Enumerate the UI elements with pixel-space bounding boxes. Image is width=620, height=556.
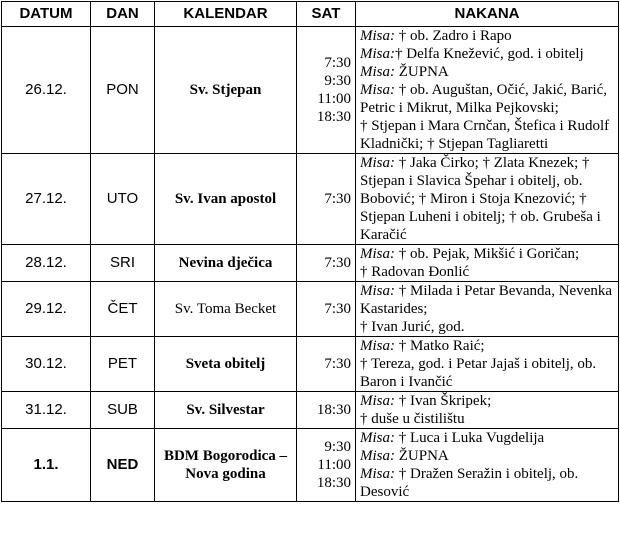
intention-cell <box>356 429 619 502</box>
day-cell: PON <box>91 27 155 154</box>
mass-label: Misa: <box>360 64 395 80</box>
date-cell: 27.12. <box>2 154 91 245</box>
mass-label: Misa: <box>360 46 395 62</box>
date-cell: 26.12. <box>2 27 91 154</box>
intention-cell <box>356 154 619 245</box>
day-cell: UTO <box>91 154 155 245</box>
calendar-cell: Sv. Ivan apostol <box>155 154 297 245</box>
time-value: 9:30 <box>324 439 351 455</box>
header-time: SAT <box>297 2 356 27</box>
intention-line: Misa: † Dražen Seražin i obitelj, ob. Desović <box>360 466 579 500</box>
calendar-cell: Nevina dječica <box>155 245 297 282</box>
intention-line: Misa:† Delfa Knežević, god. i obitelj <box>360 46 584 62</box>
header-calendar: KALENDAR <box>155 2 297 27</box>
time-cell <box>297 392 356 429</box>
table-row <box>2 27 619 154</box>
table-row <box>2 282 619 337</box>
mass-label: Misa: <box>360 430 395 446</box>
time-cell <box>297 27 356 154</box>
table-row <box>2 392 619 429</box>
time-cell <box>297 429 356 502</box>
mass-label: Misa: <box>360 246 395 262</box>
time-cell <box>297 245 356 282</box>
time-value: 7:30 <box>324 356 351 372</box>
intention-line: † Tereza, god. i Petar Jajaš i obitelj, ob. Baron i Ivančić <box>360 356 597 390</box>
day-cell: ČET <box>91 282 155 337</box>
intention-line: Misa: † Jaka Čirko; † Zlata Knezek; † Stjepan i Slavica Špehar i obitelj, ob. Bobović; † Miron i Stoja Knezović; † Stjepan Luheni i obitelj; † ob. Grubeša i Karačić <box>360 155 601 243</box>
header-date: DATUM <box>2 2 91 27</box>
intention-line: † Ivan Jurić, god. <box>360 319 465 335</box>
day-cell: NED <box>91 429 155 502</box>
time-cell <box>297 282 356 337</box>
intention-line: Misa: ŽUPNA <box>360 64 449 80</box>
calendar-cell: Sv. Toma Becket <box>155 282 297 337</box>
mass-label: Misa: <box>360 393 395 409</box>
intention-line: Misa: † ob. Zadro i Rapo <box>360 28 512 44</box>
table-row <box>2 245 619 282</box>
date-cell: 30.12. <box>2 337 91 392</box>
calendar-cell: BDM Bogorodica – Nova godina <box>155 429 297 502</box>
time-cell <box>297 154 356 245</box>
date-cell: 1.1. <box>2 429 91 502</box>
intention-cell <box>356 392 619 429</box>
time-value: 11:00 <box>317 91 351 107</box>
header-intentions: NAKANA <box>356 2 619 27</box>
mass-label: Misa: <box>360 28 395 44</box>
mass-label: Misa: <box>360 155 395 171</box>
intention-cell <box>356 245 619 282</box>
intention-line: Misa: ŽUPNA <box>360 448 449 464</box>
intention-line: Misa: † ob. Auguštan, Očić, Jakić, Barić, Petric i Mikrut, Milka Pejkovski; <box>360 82 608 116</box>
intention-line: † duše u čistilištu <box>360 411 465 427</box>
time-value: 18:30 <box>316 109 351 125</box>
intention-line: Misa: † Matko Raić; <box>360 338 485 354</box>
intention-line: † Stjepan i Mara Crnčan, Štefica i Rudolf Kladnički; † Stjepan Tagliaretti <box>360 118 610 152</box>
mass-schedule-table <box>1 1 619 502</box>
time-value: 7:30 <box>324 191 351 207</box>
mass-label: Misa: <box>360 448 395 464</box>
time-cell <box>297 337 356 392</box>
day-cell: PET <box>91 337 155 392</box>
intention-cell <box>356 282 619 337</box>
intention-line: † Radovan Đonlić <box>360 264 470 280</box>
calendar-cell: Sveta obitelj <box>155 337 297 392</box>
time-value: 7:30 <box>324 301 351 317</box>
intention-line: Misa: † Milada i Petar Bevanda, Nevenka Kastarides; <box>360 283 613 317</box>
mass-label: Misa: <box>360 338 395 354</box>
time-value: 18:30 <box>316 475 351 491</box>
table-row <box>2 154 619 245</box>
day-cell: SRI <box>91 245 155 282</box>
time-value: 18:30 <box>316 402 351 418</box>
time-value: 7:30 <box>324 255 351 271</box>
calendar-cell: Sv. Stjepan <box>155 27 297 154</box>
mass-label: Misa: <box>360 82 395 98</box>
mass-label: Misa: <box>360 466 395 482</box>
time-value: 11:00 <box>317 457 351 473</box>
intention-cell <box>356 27 619 154</box>
intention-line: Misa: † Ivan Škripek; <box>360 393 492 409</box>
intention-line: Misa: † Luca i Luka Vugdelija <box>360 430 545 446</box>
table-row <box>2 337 619 392</box>
calendar-cell: Sv. Silvestar <box>155 392 297 429</box>
table-row <box>2 429 619 502</box>
mass-label: Misa: <box>360 283 395 299</box>
intention-cell <box>356 337 619 392</box>
date-cell: 28.12. <box>2 245 91 282</box>
time-value: 9:30 <box>324 73 351 89</box>
header-day: DAN <box>91 2 155 27</box>
time-value: 7:30 <box>324 55 351 71</box>
date-cell: 31.12. <box>2 392 91 429</box>
date-cell: 29.12. <box>2 282 91 337</box>
day-cell: SUB <box>91 392 155 429</box>
intention-line: Misa: † ob. Pejak, Mikšić i Goričan; <box>360 246 580 262</box>
header-row <box>2 2 619 27</box>
